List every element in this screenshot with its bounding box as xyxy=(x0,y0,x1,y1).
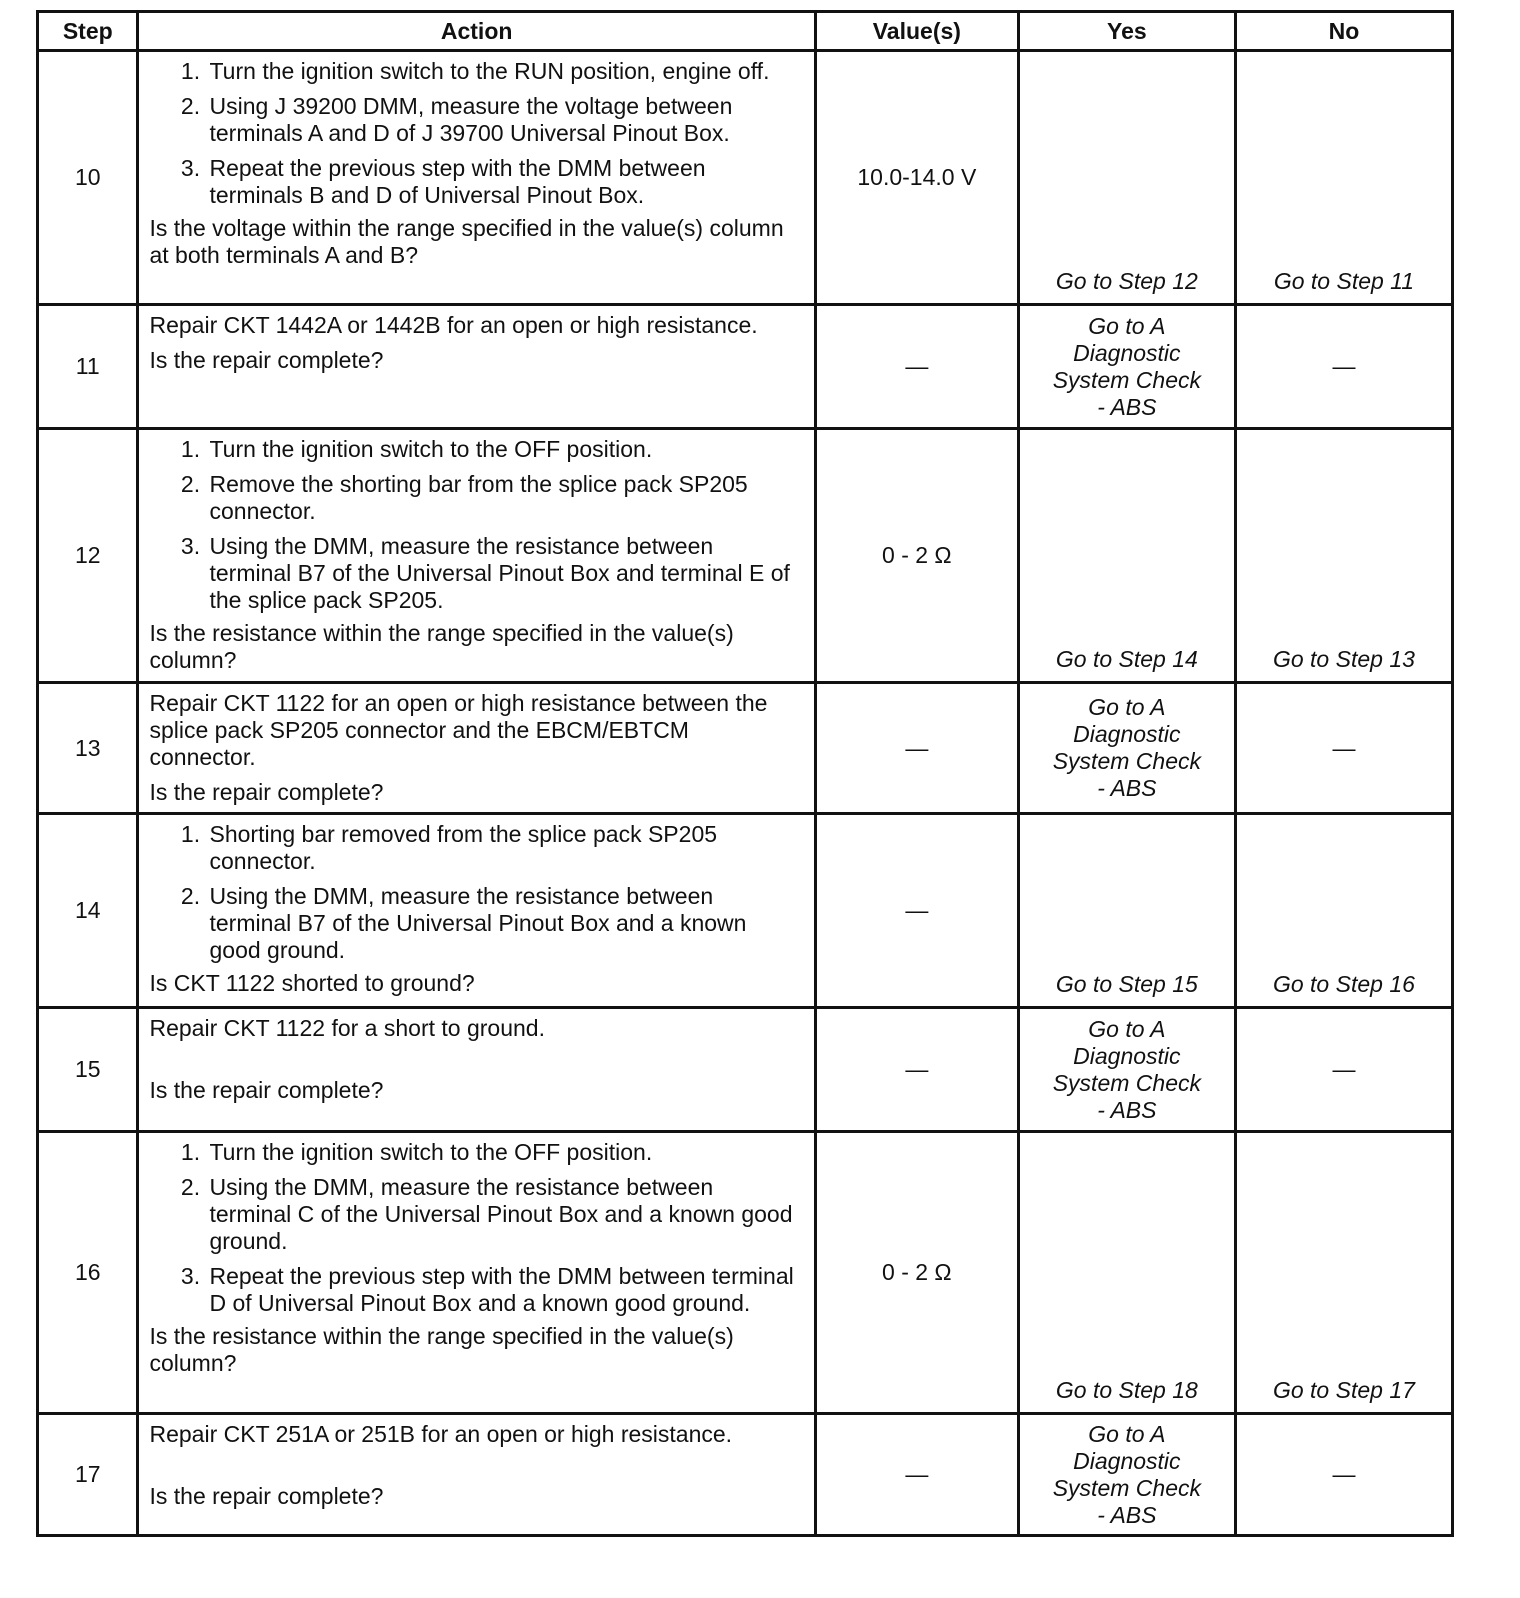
yes-link[interactable]: Go to Step 14 xyxy=(1018,429,1235,683)
action-steps xyxy=(149,821,799,964)
action-step: 3. Using the DMM, measure the resistance between terminal B7 of the Universal Pinout Box and terminal E of the splice pack SP205. xyxy=(206,533,799,614)
action-question: Is the repair complete? xyxy=(149,347,384,373)
action-question: Is the voltage within the range specified in the value(s) column at both terminals A and B? xyxy=(149,215,784,268)
action-cell xyxy=(138,51,815,305)
action-cell xyxy=(138,1132,815,1414)
action-question: Is CKT 1122 shorted to ground? xyxy=(149,970,475,996)
value-cell: — xyxy=(815,305,1018,429)
yes-link[interactable]: Go to A Diagnostic System Check - ABS xyxy=(1018,305,1235,429)
action-question: Is the repair complete? xyxy=(149,1077,384,1103)
no-link[interactable]: Go to Step 17 xyxy=(1235,1132,1452,1414)
spacer xyxy=(149,1050,799,1077)
action-cell xyxy=(138,429,815,683)
action-cell xyxy=(138,683,815,814)
step-number: 14 xyxy=(38,814,138,1008)
step-number: 11 xyxy=(38,305,138,429)
table-row xyxy=(38,429,1453,683)
value-cell: 10.0-14.0 V xyxy=(815,51,1018,305)
step-number: 13 xyxy=(38,683,138,814)
action-cell xyxy=(138,305,815,429)
header-step: Step xyxy=(38,12,138,51)
step-number: 10 xyxy=(38,51,138,305)
no-link[interactable]: Go to Step 13 xyxy=(1235,429,1452,683)
no-link[interactable]: Go to Step 11 xyxy=(1235,51,1452,305)
no-value: — xyxy=(1235,1008,1452,1132)
action-step: 1. Shorting bar removed from the splice pack SP205 connector. xyxy=(206,821,799,875)
yes-link[interactable]: Go to Step 18 xyxy=(1018,1132,1235,1414)
action-cell xyxy=(138,1414,815,1536)
value-cell: — xyxy=(815,814,1018,1008)
action-cell xyxy=(138,1008,815,1132)
action-step: 2. Using the DMM, measure the resistance between terminal B7 of the Universal Pinout Box and a known good ground. xyxy=(206,883,799,964)
action-step: 3. Repeat the previous step with the DMM between terminals B and D of Universal Pinout Box. xyxy=(206,155,799,209)
spacer xyxy=(149,1456,799,1483)
header-row xyxy=(38,12,1453,51)
yes-link[interactable]: Go to A Diagnostic System Check - ABS xyxy=(1018,683,1235,814)
action-step: 2. Using the DMM, measure the resistance between terminal C of the Universal Pinout Box and a known good ground. xyxy=(206,1174,799,1255)
no-value: — xyxy=(1235,305,1452,429)
value-cell: — xyxy=(815,1008,1018,1132)
table-row xyxy=(38,51,1453,305)
yes-link[interactable]: Go to Step 15 xyxy=(1018,814,1235,1008)
action-text: Repair CKT 1122 for a short to ground. xyxy=(149,1015,545,1041)
action-step: 1. Turn the ignition switch to the OFF position. xyxy=(206,436,799,463)
value-cell: — xyxy=(815,683,1018,814)
diagnostic-table xyxy=(36,10,1454,1537)
action-steps xyxy=(149,1139,799,1317)
step-number: 15 xyxy=(38,1008,138,1132)
action-steps xyxy=(149,58,799,209)
action-question: Is the repair complete? xyxy=(149,1483,384,1509)
value-cell: 0 - 2 Ω xyxy=(815,429,1018,683)
action-step: 1. Turn the ignition switch to the OFF position. xyxy=(206,1139,799,1166)
no-link[interactable]: Go to Step 16 xyxy=(1235,814,1452,1008)
value-cell: 0 - 2 Ω xyxy=(815,1132,1018,1414)
yes-link[interactable]: Go to A Diagnostic System Check - ABS xyxy=(1018,1414,1235,1536)
table-row xyxy=(38,683,1453,814)
no-value: — xyxy=(1235,683,1452,814)
action-question: Is the resistance within the range specified in the value(s) column? xyxy=(149,1323,734,1376)
action-text: Repair CKT 1442A or 1442B for an open or high resistance. xyxy=(149,312,758,338)
step-number: 16 xyxy=(38,1132,138,1414)
yes-link[interactable]: Go to Step 12 xyxy=(1018,51,1235,305)
action-cell xyxy=(138,814,815,1008)
header-yes: Yes xyxy=(1018,12,1235,51)
action-text: Repair CKT 1122 for an open or high resistance between the splice pack SP205 connector and the EBCM/EBTCM connector. xyxy=(149,690,768,770)
step-number: 17 xyxy=(38,1414,138,1536)
table-row xyxy=(38,1008,1453,1132)
table-row xyxy=(38,1414,1453,1536)
value-cell: — xyxy=(815,1414,1018,1536)
header-values: Value(s) xyxy=(815,12,1018,51)
step-number: 12 xyxy=(38,429,138,683)
table-row xyxy=(38,305,1453,429)
table-row xyxy=(38,1132,1453,1414)
action-step: 1. Turn the ignition switch to the RUN position, engine off. xyxy=(206,58,799,85)
action-step: 3. Repeat the previous step with the DMM between terminal D of Universal Pinout Box and a known good ground. xyxy=(206,1263,799,1317)
yes-link[interactable]: Go to A Diagnostic System Check - ABS xyxy=(1018,1008,1235,1132)
action-question: Is the resistance within the range specified in the value(s) column? xyxy=(149,620,734,673)
action-text: Repair CKT 251A or 251B for an open or high resistance. xyxy=(149,1421,733,1447)
action-steps xyxy=(149,436,799,614)
no-value: — xyxy=(1235,1414,1452,1536)
header-no: No xyxy=(1235,12,1452,51)
action-step: 2. Remove the shorting bar from the splice pack SP205 connector. xyxy=(206,471,799,525)
header-action: Action xyxy=(138,12,815,51)
table-row xyxy=(38,814,1453,1008)
action-question: Is the repair complete? xyxy=(149,779,384,805)
action-step: 2. Using J 39200 DMM, measure the voltage between terminals A and D of J 39700 Universal Pinout Box. xyxy=(206,93,799,147)
